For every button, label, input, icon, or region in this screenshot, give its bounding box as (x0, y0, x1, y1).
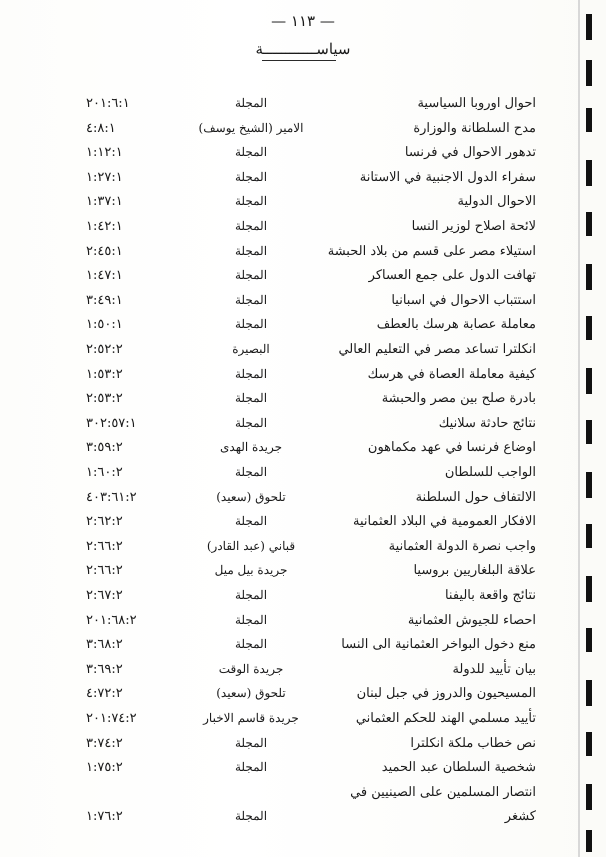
binding-mark (586, 524, 592, 548)
entry-reference: ٢٠١:٦:١ (86, 96, 130, 111)
entry-reference: ٣:٤٩:١ (86, 292, 123, 308)
entry-source: جريدة قاسم الاخبار (203, 711, 299, 725)
entry-source: المجلة (234, 588, 268, 602)
index-entry (0, 662, 606, 684)
entry-reference: ١:٤٧:١ (86, 268, 123, 284)
entry-title: الواجب للسلطان (444, 465, 536, 480)
entry-title: مدح السلطانة والوزارة (413, 120, 536, 136)
entry-source: المجلة (234, 169, 268, 184)
entry-title: نتائج واقعة باليفنا (444, 588, 536, 603)
entry-source: المجلة (234, 735, 268, 750)
entry-source: تلحوق (سعيد) (216, 686, 286, 701)
entry-reference: ٢:٥٣:٢ (86, 391, 123, 407)
index-entry (0, 121, 606, 143)
index-entry (0, 760, 606, 782)
index-entry (0, 367, 606, 389)
entry-reference: ١:٥٣:٢ (86, 366, 123, 382)
binding-mark (586, 576, 592, 602)
entry-source: المجلة (234, 637, 268, 652)
binding-strip (578, 0, 606, 857)
entry-title: احوال اوروبا السياسية (417, 96, 536, 111)
entry-title: تأييد مسلمي الهند للحكم العثماني (355, 711, 536, 726)
entry-reference: ٣٠٢:٥٧:١ (86, 415, 137, 431)
index-entry (0, 244, 606, 266)
entry-title: بادرة صلح بين مصر والحبشة (381, 391, 536, 407)
entry-reference: ٢٠١:٧٤:٢ (86, 711, 137, 726)
entry-title: كيفية معاملة العصاة في هرسك (367, 366, 536, 382)
entry-title: الاحوال الدولية (457, 194, 536, 210)
entry-reference: ٢:٤٥:١ (86, 243, 123, 259)
entry-reference: ١:٣٧:١ (86, 194, 123, 210)
index-entry (0, 613, 606, 635)
page-edge-shadow (578, 0, 580, 857)
index-entry (0, 563, 606, 585)
entry-reference: ٤٠٣:٦١:٢ (86, 489, 137, 505)
entry-reference: ٢:٦٦:٢ (86, 538, 123, 554)
entry-reference: ١:٥٠:١ (86, 317, 123, 333)
binding-mark (586, 108, 592, 132)
entry-reference: ٣:٧٤:٢ (86, 735, 123, 751)
entry-title: سفراء الدول الاجنبية في الاستانة (359, 169, 536, 185)
binding-mark (586, 14, 592, 40)
entry-source: المجلة (234, 194, 268, 209)
entry-title: بيان تأييد للدولة (452, 661, 536, 677)
index-entry (0, 736, 606, 758)
entry-source: المجلة (234, 465, 268, 479)
entry-title: نص خطاب ملكة انكلترا (410, 735, 536, 751)
entry-reference: ١:٢٧:١ (86, 169, 123, 185)
index-entry (0, 637, 606, 659)
entry-source: المجلة (234, 391, 268, 406)
entry-source: المجلة (234, 219, 268, 233)
entry-reference: ٢:٦٦:٢ (86, 563, 123, 579)
entry-source: تلحوق (سعيد) (216, 489, 286, 504)
binding-mark (586, 732, 592, 756)
index-entry (0, 96, 606, 118)
entry-title: المسيحيون والدروز في جبل لبنان (356, 686, 536, 702)
binding-mark (586, 316, 592, 340)
entry-title: استتباب الاحوال في اسبانيا (391, 292, 536, 308)
index-entry (0, 514, 606, 536)
entry-title: تهافت الدول على جمع العساكر (368, 268, 536, 284)
index-entry (0, 440, 606, 462)
entry-title: واجب نصرة الدولة العثمانية (388, 538, 536, 554)
entry-title: انكلترا تساعد مصر في التعليم العالي (338, 342, 536, 357)
entry-source: قباني (عبد القادر) (206, 538, 296, 553)
index-entry (0, 809, 606, 831)
entry-reference: ٣:٦٩:٢ (86, 661, 123, 677)
page-number: — ١١٣ — (271, 12, 335, 30)
entry-source: المجلة (234, 366, 268, 381)
index-entry (0, 465, 606, 487)
entry-title: منع دخول البواخر العثمانية الى النسا (341, 637, 536, 653)
section-title: سياســــــــــــة (255, 40, 351, 58)
entry-reference: ٤:٧٢:٢ (86, 686, 123, 702)
binding-mark (586, 368, 592, 394)
entry-title: علاقة البلغاريين بروسيا (413, 563, 536, 579)
entry-source: المجلة (234, 145, 268, 160)
entry-source: المجلة (234, 415, 268, 430)
binding-mark (586, 212, 592, 236)
entry-reference: ٣:٥٩:٢ (86, 440, 123, 456)
entry-source: المجلة (234, 317, 268, 332)
binding-mark (586, 160, 592, 186)
entry-source: المجلة (234, 292, 268, 307)
index-entry (0, 170, 606, 192)
index-entry (0, 317, 606, 339)
index-entry (0, 785, 606, 807)
entry-source: المجلة (234, 96, 268, 110)
binding-mark (586, 784, 592, 810)
entry-reference: ٢:٦٢:٢ (86, 514, 123, 530)
entry-title: الالتفاف حول السلطنة (415, 489, 536, 505)
index-entry (0, 711, 606, 733)
entry-title: كشغر (504, 809, 536, 825)
entry-title: لائحة اصلاح لوزير النسا (411, 219, 536, 234)
entry-title: اوضاع فرنسا في عهد مكماهون (367, 440, 536, 456)
index-entry (0, 588, 606, 610)
entry-reference: ٣:٦٨:٢ (86, 637, 123, 653)
entry-source: جريدة الوقت (218, 661, 284, 676)
entry-reference: ١:٧٥:٢ (86, 760, 123, 776)
entry-reference: ٢:٥٢:٢ (86, 342, 123, 357)
index-entry (0, 145, 606, 167)
entry-source: المجلة (234, 760, 268, 775)
entry-title: استيلاء مصر على قسم من بلاد الحبشة (327, 243, 536, 259)
entry-title: انتصار المسلمين على الصينيين في (350, 784, 536, 800)
index-entry (0, 490, 606, 512)
entry-source: البصيرة (232, 342, 270, 356)
binding-mark (586, 680, 592, 706)
entry-reference: ١:٧٦:٢ (86, 809, 123, 825)
entry-title: معاملة عصابة هرسك بالعطف (376, 317, 536, 333)
entry-source: المجلة (234, 809, 268, 824)
entry-title: شخصية السلطان عبد الحميد (381, 760, 536, 776)
entry-source: المجلة (234, 612, 268, 627)
binding-mark (586, 830, 592, 852)
entry-title: الافكار العمومية في البلاد العثمانية (353, 514, 536, 530)
entry-source: المجلة (234, 514, 268, 529)
entry-reference: ٢٠١:٦٨:٢ (86, 612, 137, 628)
index-entry (0, 539, 606, 561)
index-entry (0, 686, 606, 708)
binding-mark (586, 420, 592, 444)
entry-reference: ٢:٦٧:٢ (86, 588, 123, 603)
index-entry (0, 391, 606, 413)
binding-mark (586, 472, 592, 498)
index-entry (0, 293, 606, 315)
binding-mark (586, 628, 592, 652)
entry-source: المجلة (234, 268, 268, 283)
entry-reference: ٤:٨:١ (86, 120, 116, 136)
entry-title: نتائج حادثة سلانيك (438, 415, 536, 431)
index-entry (0, 342, 606, 364)
entry-reference: ١:١٢:١ (86, 145, 123, 161)
binding-mark (586, 60, 592, 86)
index-entry (0, 219, 606, 241)
index-entry (0, 416, 606, 438)
entry-source: الامير (الشيخ يوسف) (198, 120, 304, 135)
index-entry (0, 194, 606, 216)
entry-title: احصاء للجيوش العثمانية (407, 612, 536, 628)
entry-source: جريدة بيل ميل (214, 563, 288, 578)
entry-source: جريدة الهدى (220, 440, 282, 455)
binding-mark (586, 264, 592, 290)
entry-title: تدهور الاحوال في فرنسا (404, 145, 536, 161)
entry-reference: ١:٦٠:٢ (86, 465, 123, 480)
entry-source: المجلة (234, 243, 268, 258)
entry-reference: ١:٤٢:١ (86, 219, 123, 234)
index-entry (0, 268, 606, 290)
